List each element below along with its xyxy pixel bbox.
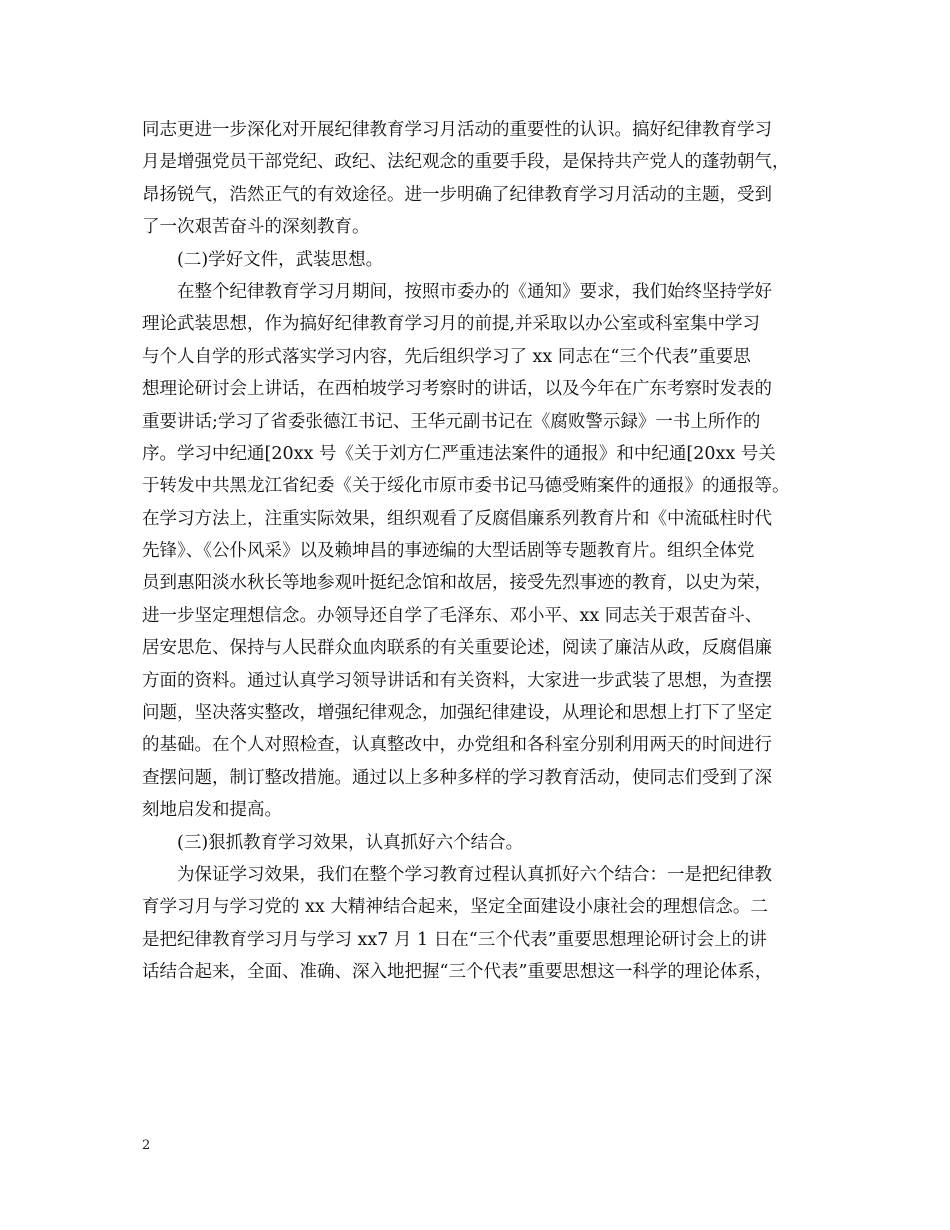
text-line: 理论武装思想，作为搞好纪律教育学习月的前提,并采取以办公室或科室集中学习 — [142, 314, 761, 335]
text-line: 育学习月与学习党的 xx 大精神结合起来，坚定全面建设小康社会的理想信念。二 — [142, 897, 768, 918]
text-line: 了一次艰苦奋斗的深刻教育。 — [142, 217, 370, 238]
text-line: 重要讲话;学习了省委张德江书记、王华元副书记在《腐败警示録》一书上所作的 — [142, 411, 761, 432]
paragraph-first-line: 在整个纪律教育学习月期间，按照市委办的《通知》要求，我们始终坚持学好 — [177, 281, 772, 302]
text-line: 员到惠阳淡水秋长等地参观叶挺纪念馆和故居，接受先烈事迹的教育，以史为荣， — [142, 573, 772, 594]
text-line: 昂扬锐气，浩然正气的有效途径。进一步明确了纪律教育学习月活动的主题，受到 — [142, 184, 772, 205]
text-line: 同志更进一步深化对开展纪律教育学习月活动的重要性的认识。搞好纪律教育学习 — [142, 120, 772, 140]
paragraph-first-line: (三)狠抓教育学习效果，认真抓好六个结合。 — [177, 832, 524, 853]
text-line: 进一步坚定理想信念。办领导还自学了毛泽东、邓小平、xx 同志关于艰苦奋斗、 — [142, 605, 763, 626]
paragraph-first-line: 为保证学习效果，我们在整个学习教育过程认真抓好六个结合：一是把纪律教 — [177, 864, 772, 885]
text-line: 方面的资料。通过认真学习领导讲话和有关资料，大家进一步武装了思想，为查摆 — [142, 670, 772, 691]
text-line: 话结合起来，全面、准确、深入地把握“三个代表”重要思想这一科学的理论体系， — [142, 962, 773, 983]
text-line: 问题，坚决落实整改，增强纪律观念，加强纪律建设，从理论和思想上打下了坚定 — [142, 703, 772, 724]
text-line: 于转发中共黑龙江省纪委《关于绥化市原市委书记马德受贿案件的通报》的通报等。 — [142, 476, 790, 497]
text-line: 先锋》、《公仆风采》以及赖坤昌的事迹编的大型话剧等专题教育片。组织全体党 — [142, 541, 755, 562]
text-line: 与个人自学的形式落实学习内容，先后组织学习了 xx 同志在“三个代表”重要思 — [142, 346, 751, 367]
text-line: 是把纪律教育学习月与学习 xx7 月 1 日在“三个代表”重要思想理论研讨会上的讲 — [142, 929, 767, 950]
text-line: 的基础。在个人对照检查，认真整改中，办党组和各科室分别利用两天的时间进行 — [142, 735, 772, 756]
text-line: 居安思危、保持与人民群众血肉联系的有关重要论述，阅读了廉洁从政，反腐倡廉 — [142, 638, 772, 659]
text-line: 在学习方法上，注重实际效果，组织观看了反腐倡廉系列教育片和《中流砥柱时代 — [142, 508, 772, 529]
body-text — [142, 114, 822, 989]
text-line: 查摆问题，制订整改措施。通过以上多种多样的学习教育活动，使同志们受到了深 — [142, 767, 772, 788]
page-number: 2 — [142, 1138, 151, 1153]
text-line: 刻地启发和提高。 — [142, 800, 282, 821]
text-line: 月是增强党员干部党纪、政纪、法纪观念的重要手段，是保持共产党人的蓬勃朝气， — [142, 152, 790, 173]
text-line: 想理论研讨会上讲话，在西柏坡学习考察时的讲话，以及今年在广东考察时发表的 — [142, 379, 772, 400]
paragraph-first-line: (二)学好文件，武装思想。 — [177, 249, 384, 270]
text-line: 序。学习中纪通[20xx 号《关于刘方仁严重违法案件的通报》和中纪通[20xx 号关 — [142, 443, 776, 464]
